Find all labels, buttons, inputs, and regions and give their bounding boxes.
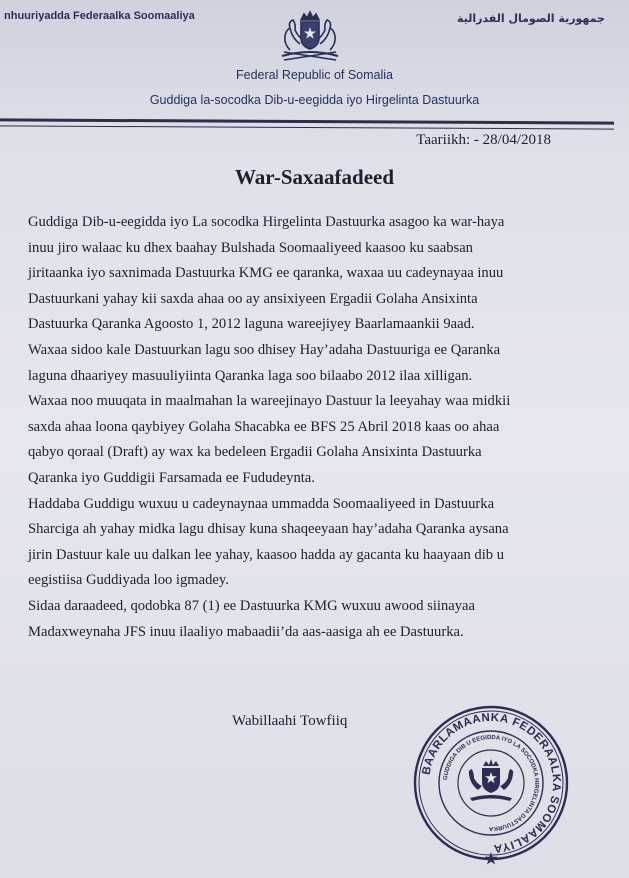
- coat-of-arms-icon: [268, 8, 352, 64]
- body-line: Dastuurkani yahay kii saxda ahaa oo ay ansixiyeen Ergadii Golaha Ansixinta: [28, 290, 478, 307]
- document-date: Taariikh: - 28/04/2018: [416, 132, 551, 148]
- body-line: qabyo qoraal (Draft) ay wax ka bedeleen Ergadii Golaha Ansixinta Dastuurka: [28, 444, 482, 461]
- body-line: Waxaa sidoo kale Dastuurkan lagu soo dhisey Hay’adaha Dastuuriga ee Qaranka: [28, 341, 501, 358]
- body-line: Dastuurka Qaranka Agoosto 1, 2012 laguna wareejiyey Baarlamaankii 9aad.: [28, 316, 475, 333]
- body-line: saxda ahaa loona qaybiyey Golaha Shacabka ee BFS 25 Abril 2018 kaas oo ahaa: [28, 418, 500, 435]
- body-line: Madaxweynaha JFS inuu ilaaliyo mabaadii’da aas-aasiga ah ee Dastuurka.: [28, 623, 464, 640]
- seal-inner-text: GUDDIGA DIB U EEGIDDA IYO LA SOCODKA HIRGELINTA DASTUURKA: [443, 734, 540, 832]
- body-line: inuu jiro walaac ku dhex baahay Bulshada Soomaaliyeed kaasoo ku saabsan: [28, 239, 473, 256]
- document-title: War-Saxaafadeed: [234, 165, 395, 189]
- body-line: Sharciga ah yahay midka lagu dhisay kuna shaqeeyaan hay’adaha Qaranka aysana: [28, 521, 509, 538]
- body-line: Qaranka iyo Guddigii Farsamada ee Fududeynta.: [28, 469, 315, 486]
- header-left-text: nhuuriyadda Federaalka Soomaaliya: [4, 10, 195, 22]
- body-line: Waxaa noo muuqata in maalmahan la wareejinayo Dastuur la leeyahay waa midkii: [28, 393, 511, 410]
- closing-phrase: Wabillaahi Towfiiq: [232, 713, 348, 729]
- header-divider-thin: [0, 125, 614, 129]
- parliament-seal-stamp-icon: [412, 700, 570, 866]
- document-body: [28, 210, 590, 645]
- body-line: Guddiga Dib-u-eegidda iyo La socodka Hirgelinta Dastuurka asagoo ka war-haya: [28, 214, 505, 230]
- federal-republic-heading: Federal Republic of Somalia: [235, 68, 394, 82]
- committee-heading: Guddiga la-socodka Dib-u-eegidda iyo Hirgelinta Dastuurka: [149, 93, 480, 107]
- body-line: Sidaa daraadeed, qodobka 87 (1) ee Dastuurka KMG wuxuu awood siinayaa: [28, 597, 475, 614]
- body-line: eegistiisa Guddiyada loo igmadey.: [28, 572, 229, 589]
- body-line: jirin Dastuur kale uu dalkan lee yahay, kaasoo hadda ay gacanta ku haayaan dib u: [28, 546, 504, 563]
- seal-ring-text: BAARLAMAANKA FEDERAALKA SOOMAALIYA: [420, 711, 563, 855]
- body-line: jiritaanka iyo saxnimada Dastuurka KMG ee qaranka, waxaa uu cadeynayaa inuu: [28, 265, 504, 282]
- body-line: Haddaba Guddigu wuxuu u cadeynaynaa ummadda Soomaaliyeed in Dastuurka: [28, 495, 495, 512]
- header-divider-thick: [0, 118, 614, 124]
- header-right-arabic-text: جمهورية الصومال الفدرالية: [457, 12, 605, 25]
- body-line: laguna dhaariyey masuuliyiinta Qaranka laga soo bilaabo 2012 ilaa xilligan.: [28, 367, 473, 384]
